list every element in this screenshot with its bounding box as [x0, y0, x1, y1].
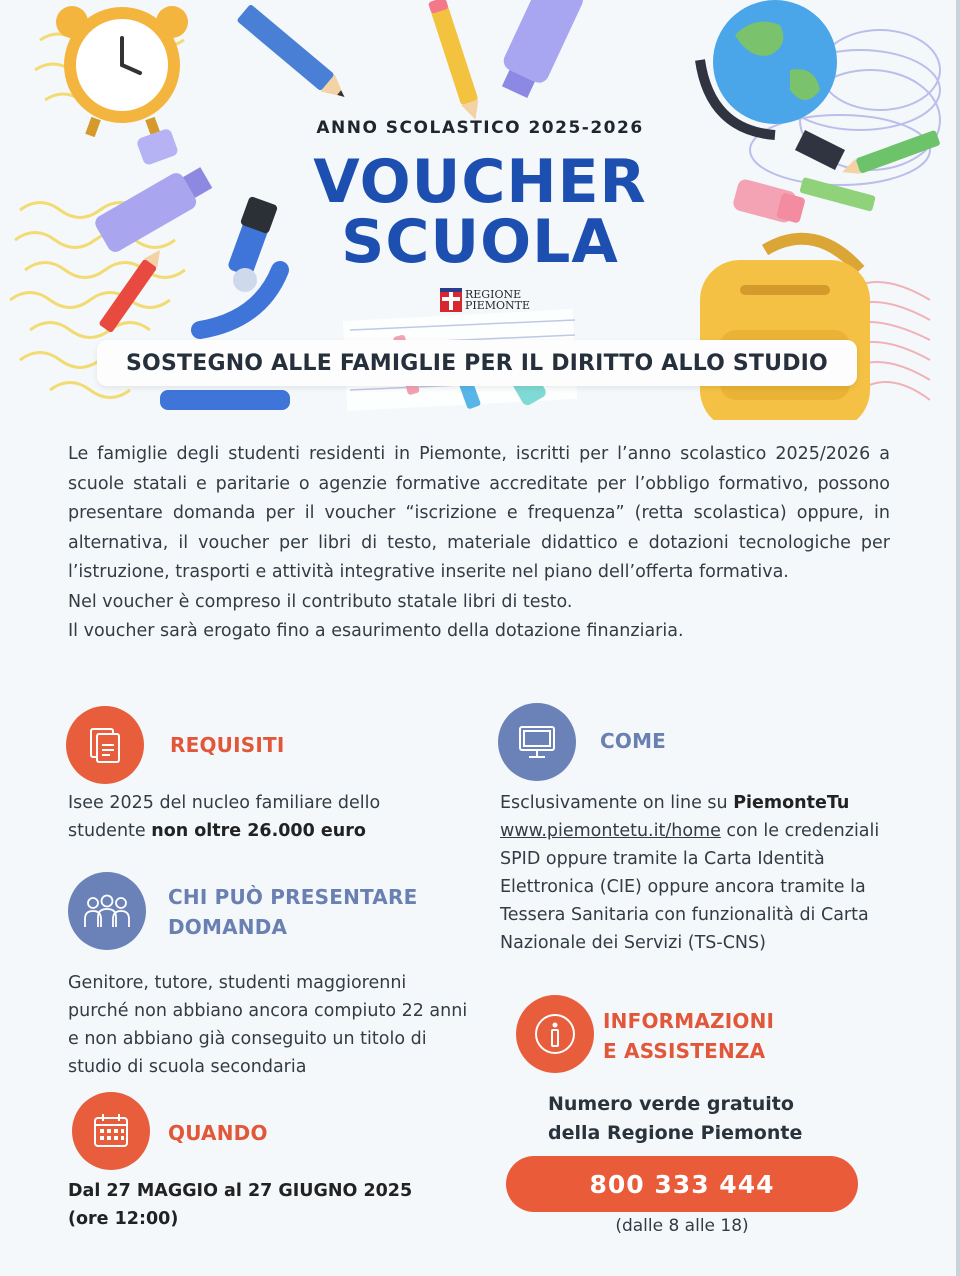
requisiti-text-a: Isee 2025 del nucleo familiare dello studente	[68, 793, 381, 841]
quando-date: Dal 27 MAGGIO al 27 GIUGNO 2025	[68, 1181, 413, 1201]
quando-title: QUANDO	[168, 1121, 268, 1145]
monitor-icon	[515, 722, 559, 762]
info-title-line1: INFORMAZIONI	[603, 1009, 775, 1033]
come-text-a: Esclusivamente on line su	[500, 793, 734, 813]
come-text	[500, 789, 910, 957]
regione-piemonte-emblem-icon	[440, 288, 462, 312]
info-icon	[531, 1010, 579, 1058]
numero-verde-label	[548, 1090, 802, 1148]
regione-piemonte-logo	[440, 288, 530, 312]
intro-paragraph-1: Le famiglie degli studenti residenti in Piemonte, iscritti per l’anno scolastico 2025/2026 a scuole statali e paritarie o agenzie formative accreditate per l’obbligo formativo, possono presentare domanda per il voucher “iscrizione e frequenza” (retta scolastica) oppure, in alternativa, il voucher per libri di testo, materiale didattico e dotazioni tecnologiche per l’istruzione, trasporti e attività integrative inserite nel piano dell’offerta formativa.	[68, 444, 890, 582]
chi-title-line2: DOMANDA	[168, 915, 288, 939]
service-hours: (dalle 8 alle 18)	[615, 1216, 749, 1236]
numero-verde-line1: Numero verde gratuito	[548, 1093, 794, 1115]
school-year-label: ANNO SCOLASTICO 2025-2026	[316, 118, 644, 138]
requisiti-circle	[66, 706, 144, 784]
come-title: COME	[600, 729, 667, 753]
intro-paragraph-3: Il voucher sarà erogato fino a esaurimento della dotazione finanziaria.	[68, 621, 684, 641]
title-voucher: VOUCHER	[313, 147, 647, 217]
banner-text: SOSTEGNO ALLE FAMIGLIE PER IL DIRITTO ALLO STUDIO	[126, 350, 828, 376]
documents-icon	[83, 723, 127, 767]
chi-title-line1: CHI PUÒ PRESENTARE	[168, 885, 418, 909]
requisiti-title: REQUISITI	[170, 733, 285, 757]
chi-circle	[68, 872, 146, 950]
title-scuola: SCUOLA	[341, 207, 619, 277]
quando-circle	[72, 1092, 150, 1170]
logo-text-piemonte: PIEMONTE	[465, 299, 531, 312]
piemontetu-link[interactable]: www.piemontetu.it/home	[500, 821, 721, 841]
come-circle	[498, 703, 576, 781]
requisiti-text	[68, 789, 448, 845]
come-text-c: con le credenziali SPID oppure tramite la Carta Identità Elettronica (CIE) oppure ancora tramite la Tessera Sanitaria con funzionalità di Carta Nazionale dei Servizi (TS-CNS)	[500, 821, 880, 953]
come-text-piemontetu: PiemonteTu	[733, 793, 850, 813]
chi-title	[168, 882, 417, 942]
chi-text: Genitore, tutore, studenti maggiorenni purché non abbiano ancora compiuto 22 anni e non abbiano già conseguito un titolo di studio di scuola secondaria	[68, 973, 468, 1077]
logo-text-regione: REGIONE	[465, 288, 522, 301]
phone-number-button[interactable]: 800 333 444	[506, 1156, 858, 1212]
intro-paragraph-2: Nel voucher è compreso il contributo statale libri di testo.	[68, 591, 573, 612]
intro-text	[68, 440, 890, 647]
hero-header	[0, 0, 960, 420]
people-group-icon	[81, 891, 133, 931]
calendar-icon	[89, 1109, 133, 1153]
info-circle	[516, 995, 594, 1073]
info-title-line2: E ASSISTENZA	[603, 1039, 766, 1063]
quando-time: (ore 12:00)	[68, 1209, 179, 1229]
requisiti-text-b: non oltre 26.000 euro	[151, 821, 366, 841]
banner-sostegno	[97, 340, 857, 386]
numero-verde-line2: della Regione Piemonte	[548, 1122, 803, 1144]
info-title	[603, 1006, 774, 1066]
quando-text	[68, 1177, 468, 1233]
